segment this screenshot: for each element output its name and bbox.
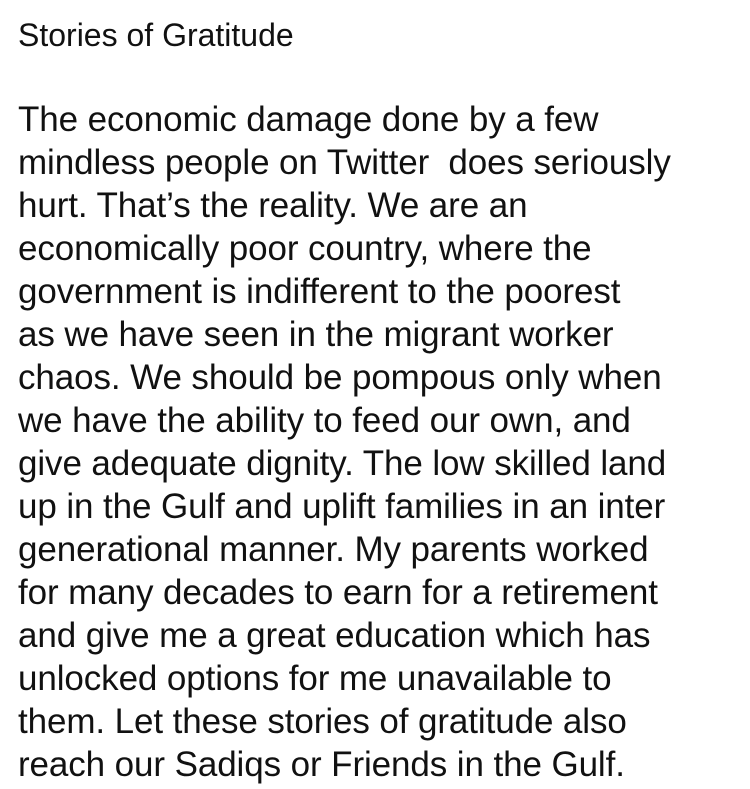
note-line: reach our Sadiqs or Friends in the Gulf. <box>18 745 625 784</box>
note-line: economically poor country, where the <box>18 229 592 268</box>
note-line: chaos. We should be pompous only when <box>18 358 662 397</box>
note-line: we have the ability to feed our own, and <box>18 401 631 440</box>
note-line: and give me a great education which has <box>18 616 651 655</box>
note-line: generational manner. My parents worked <box>18 530 649 569</box>
note-line: The economic damage done by a few <box>18 100 599 139</box>
note-line: hurt. That’s the reality. We are an <box>18 186 528 225</box>
note-line: up in the Gulf and uplift families in an inter <box>18 487 666 526</box>
note-title: Stories of Gratitude <box>18 17 294 53</box>
note-line: mindless people on Twitter does seriously <box>18 143 671 182</box>
note-line: government is indifferent to the poorest <box>18 272 621 311</box>
note-line: give adequate dignity. The low skilled land <box>18 444 667 483</box>
note-body <box>18 98 742 786</box>
note-document <box>18 14 742 786</box>
note-line: for many decades to earn for a retirement <box>18 573 658 612</box>
note-line: as we have seen in the migrant worker <box>18 315 614 354</box>
note-line: them. Let these stories of gratitude also <box>18 702 627 741</box>
note-line: unlocked options for me unavailable to <box>18 659 612 698</box>
